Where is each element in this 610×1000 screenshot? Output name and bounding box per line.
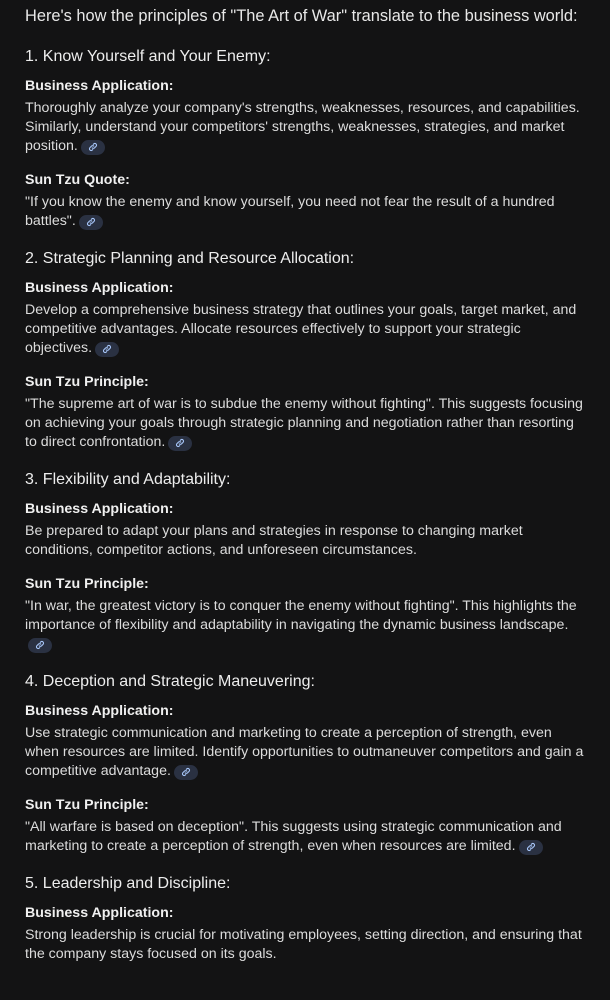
link-icon [102, 344, 112, 354]
source-link-chip[interactable] [519, 840, 543, 855]
link-icon [175, 438, 185, 448]
sun-tzu-text: "If you know the enemy and know yourself, you need not fear the result of a hundred battles". [25, 194, 555, 229]
business-application-label: Business Application: [25, 501, 174, 517]
business-application-text: Be prepared to adapt your plans and strategies in response to changing market conditions, competitor actions, and unforeseen circumstances. [25, 523, 523, 558]
business-application-text: Thoroughly analyze your company's strengths, weaknesses, resources, and capabilities. Similarly, understand your competitors' strengths, weaknesses, strategies, and market position. [25, 100, 580, 154]
sun-tzu-text: "In war, the greatest victory is to conquer the enemy without fighting". This highlights the importance of flexibility and adaptability in navigating the dynamic business landscape. [25, 597, 585, 654]
source-link-chip[interactable] [95, 342, 119, 357]
link-icon [526, 842, 536, 852]
source-link-chip[interactable] [174, 765, 198, 780]
business-application-label: Business Application: [25, 703, 174, 719]
source-link-chip[interactable] [81, 140, 105, 155]
sun-tzu-text: "The supreme art of war is to subdue the enemy without fighting". This suggests focusing on achieving your goals through strategic planning and negotiation rather than resorting to direct confrontation. [25, 396, 583, 450]
source-link-chip[interactable] [28, 638, 52, 653]
section [25, 873, 585, 964]
source-link-chip[interactable] [168, 436, 192, 451]
link-icon [88, 142, 98, 152]
section [25, 469, 585, 654]
intro-text: Here's how the principles of "The Art of War" translate to the business world: [25, 7, 578, 25]
sun-tzu-label: Sun Tzu Principle: [25, 576, 149, 592]
source-link-chip[interactable] [79, 215, 103, 230]
sun-tzu-label: Sun Tzu Principle: [25, 374, 149, 390]
link-icon [35, 640, 45, 650]
business-application-label: Business Application: [25, 280, 174, 296]
business-application-text: Use strategic communication and marketing to create a perception of strength, even when resources are limited. Identify opportunities to outmaneuver competitors and gain a competitive advantage. [25, 725, 584, 779]
link-icon [181, 767, 191, 777]
section-title: 1. Know Yourself and Your Enemy: [25, 48, 271, 65]
section-title: 5. Leadership and Discipline: [25, 875, 231, 892]
business-application-text: Develop a comprehensive business strategy that outlines your goals, target market, and competitive advantages. Allocate resources effectively to support your strategic objectives. [25, 302, 577, 356]
business-application-label: Business Application: [25, 78, 174, 94]
section [25, 46, 585, 231]
section-title: 4. Deception and Strategic Maneuvering: [25, 673, 315, 690]
business-application-label: Business Application: [25, 905, 174, 921]
section [25, 671, 585, 856]
link-icon [86, 217, 96, 227]
sun-tzu-label: Sun Tzu Quote: [25, 172, 130, 188]
sun-tzu-text: "All warfare is based on deception". This suggests using strategic communication and marketing to create a perception of strength, even when resources are limited. [25, 819, 562, 854]
section [25, 248, 585, 452]
section-title: 2. Strategic Planning and Resource Allocation: [25, 250, 355, 267]
business-application-text: Strong leadership is crucial for motivating employees, setting direction, and ensuring that the company stays focused on its goals. [25, 927, 582, 962]
sun-tzu-label: Sun Tzu Principle: [25, 797, 149, 813]
section-title: 3. Flexibility and Adaptability: [25, 471, 231, 488]
